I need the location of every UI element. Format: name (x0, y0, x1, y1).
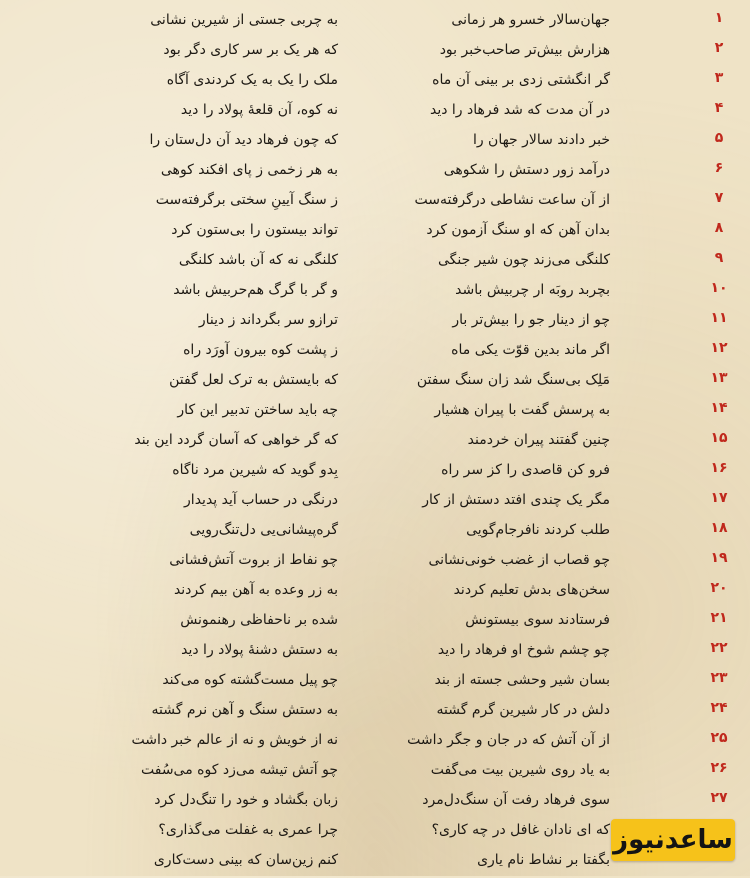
first-hemistich: که ای نادان غافل در چه کاری؟ (431, 822, 610, 838)
verse-number: ۱۳ (710, 370, 728, 386)
second-hemistich: کنم زین‌سان که بینی دست‌کاری (153, 852, 338, 868)
verse-row (0, 758, 750, 788)
verse-number: ۲ (714, 40, 724, 56)
second-hemistich: که بایستش به ترک لعل گفتن (169, 372, 338, 388)
first-hemistich: اگر ماند بدین قوّت یکی ماه (451, 342, 610, 358)
verse-row (0, 488, 750, 518)
verse-number: ۱۱ (710, 310, 728, 326)
first-hemistich: فرو کن قاصدی را کز سر راه (441, 462, 610, 478)
first-hemistich: بچربد روبَه ار چربیش باشد (455, 282, 610, 298)
verse-number: ۱۵ (710, 430, 728, 446)
second-hemistich: ترازو سر بگرداند ز دینار (198, 312, 338, 328)
first-hemistich: بسان شیر وحشی جسته از بند (434, 672, 610, 688)
second-hemistich: که هر یک بر سر کاری دگر بود (163, 42, 338, 58)
first-hemistich: فرستادند سوی بیستونش (465, 612, 610, 628)
site-logo (611, 819, 735, 861)
verse-row (0, 8, 750, 38)
second-hemistich: چرا عمری به غفلت می‌گذاری؟ (158, 822, 338, 838)
verse-row (0, 218, 750, 248)
verse-number: ۲۱ (710, 610, 728, 626)
second-hemistich: ز سنگ آیینِ سختی برگرفته‌ست (155, 192, 338, 208)
verse-row (0, 728, 750, 758)
second-hemistich: تواند بیستون را بی‌ستون کرد (171, 222, 338, 238)
verse-row (0, 338, 750, 368)
verse-row (0, 638, 750, 668)
second-hemistich: زبان بگشاد و خود را تنگ‌دل کرد (154, 792, 338, 808)
second-hemistich: ملک را یک به یک کردندی آگاه (166, 72, 338, 88)
first-hemistich: در آن مدت که شد فرهاد را دید (429, 102, 610, 118)
second-hemistich: چو نفاط از بروت آتش‌فشانی (169, 552, 338, 568)
first-hemistich: چو قصاب از غضب خونی‌نشانی (428, 552, 610, 568)
verse-number: ۲۷ (710, 790, 728, 806)
first-hemistich: چنین گفتند پیران خردمند (467, 432, 610, 448)
verse-number: ۴ (714, 100, 724, 116)
verse-row (0, 518, 750, 548)
first-hemistich: گر انگشتی زدی بر بینی آن ماه (432, 72, 610, 88)
verse-number: ۱ (714, 10, 724, 26)
second-hemistich: بِدو گوید که شیرین مرد ناگاه (172, 462, 338, 478)
verse-row (0, 98, 750, 128)
second-hemistich: چه باید ساختن تدبیر این کار (177, 402, 338, 418)
verse-number: ۲۵ (710, 730, 728, 746)
verse-number: ۱۷ (710, 490, 728, 506)
verse-row (0, 398, 750, 428)
verse-row (0, 458, 750, 488)
verse-number: ۶ (714, 160, 724, 176)
verse-number: ۲۲ (710, 640, 728, 656)
logo-text: ساعدنیوز (613, 825, 733, 855)
verse-number: ۹ (714, 250, 724, 266)
verse-number: ۱۹ (710, 550, 728, 566)
first-hemistich: دلش در کار شیرین گرم گشته (436, 702, 610, 718)
verse-number: ۵ (714, 130, 724, 146)
verse-row (0, 668, 750, 698)
second-hemistich: به چربی جستی از شیرین نشانی (150, 12, 338, 28)
first-hemistich: چو از دینار جو را بیش‌تر بار (452, 312, 610, 328)
first-hemistich: از آن ساعت نشاطی درگرفته‌ست (414, 192, 610, 208)
verse-number: ۱۶ (710, 460, 728, 476)
verse-number: ۱۸ (710, 520, 728, 536)
second-hemistich: چو آتش تیشه می‌زد کوه می‌سُفت (140, 762, 338, 778)
second-hemistich: که چون فرهاد دید آن دل‌ستان را (149, 132, 338, 148)
second-hemistich: درنگی در حساب آید پدیدار (184, 492, 338, 508)
verse-number: ۱۰ (710, 280, 728, 296)
verse-row (0, 248, 750, 278)
second-hemistich: به هر زخمی ز پای افکند کوهی (160, 162, 338, 178)
first-hemistich: کلنگی می‌زند چون شیر جنگی (437, 252, 610, 268)
verse-row (0, 308, 750, 338)
first-hemistich: درآمد زور دستش را شکوهی (443, 162, 610, 178)
first-hemistich: مگر یک چندی افتد دستش از کار (422, 492, 610, 508)
verse-row (0, 698, 750, 728)
first-hemistich: سوی فرهاد رفت آن سنگ‌دل‌مرد (422, 792, 610, 808)
verse-number: ۱۲ (710, 340, 728, 356)
first-hemistich: از آن آتش که در جان و جگر داشت (407, 732, 610, 748)
first-hemistich: به پرسش گفت با پیران هشیار (434, 402, 610, 418)
verse-row (0, 548, 750, 578)
first-hemistich: خبر دادند سالار جهان را (472, 132, 610, 148)
first-hemistich: جهان‌سالار خسرو هر زمانی (451, 12, 610, 28)
verse-number: ۸ (714, 220, 724, 236)
verse-row (0, 128, 750, 158)
verse-number: ۷ (714, 190, 724, 206)
first-hemistich: هزارش بیش‌تر صاحب‌خبر بود (439, 42, 610, 58)
verse-number: ۲۳ (710, 670, 728, 686)
second-hemistich: که گر خواهی که آسان گردد این بند (134, 432, 338, 448)
second-hemistich: به دستش سنگ و آهن نرم گشته (151, 702, 338, 718)
second-hemistich: و گر با گرگ هم‌حربیش باشد (173, 282, 338, 298)
first-hemistich: سخن‌های بدش تعلیم کردند (453, 582, 610, 598)
second-hemistich: نه از خویش و نه از عالم خبر داشت (131, 732, 338, 748)
verse-number: ۱۴ (710, 400, 728, 416)
verse-row (0, 788, 750, 818)
first-hemistich: مَلِک بی‌سنگ شد زان سنگ سفتن (416, 372, 610, 388)
verse-row (0, 428, 750, 458)
second-hemistich: به زر وعده به آهن بیم کردند (173, 582, 338, 598)
first-hemistich: طلب کردند نافرجام‌گویی (466, 522, 610, 538)
verse-row (0, 608, 750, 638)
verse-number: ۲۰ (710, 580, 728, 596)
second-hemistich: شده بر ناحفاظی رهنمونش (180, 612, 338, 628)
first-hemistich: بگفتا بر نشاط نام یاری (477, 852, 610, 868)
verse-row (0, 158, 750, 188)
verse-number: ۲۴ (710, 700, 728, 716)
verse-row (0, 368, 750, 398)
first-hemistich: چو چشم شوخ او فرهاد را دید (437, 642, 610, 658)
second-hemistich: ز پشت کوه بیرون آورَد راه (183, 342, 338, 358)
verse-number: ۳ (714, 70, 724, 86)
second-hemistich: گره‌پیشانی‌یی دل‌تنگ‌رویی (189, 522, 338, 538)
second-hemistich: چو پیل مست‌گشته کوه می‌کند (162, 672, 338, 688)
second-hemistich: کلنگی نه که آن باشد کلنگی (178, 252, 338, 268)
first-hemistich: به یاد روی شیرین بیت می‌گفت (430, 762, 610, 778)
verse-number: ۲۶ (710, 760, 728, 776)
verse-row (0, 38, 750, 68)
verse-row (0, 68, 750, 98)
verse-row (0, 278, 750, 308)
second-hemistich: به دستش دشنهٔ پولاد را دید (181, 642, 338, 658)
verse-row (0, 188, 750, 218)
second-hemistich: نه کوه، آن قلعهٔ پولاد را دید (180, 102, 338, 118)
first-hemistich: بدان آهن که او سنگ آزمون کرد (426, 222, 610, 238)
verse-row (0, 578, 750, 608)
